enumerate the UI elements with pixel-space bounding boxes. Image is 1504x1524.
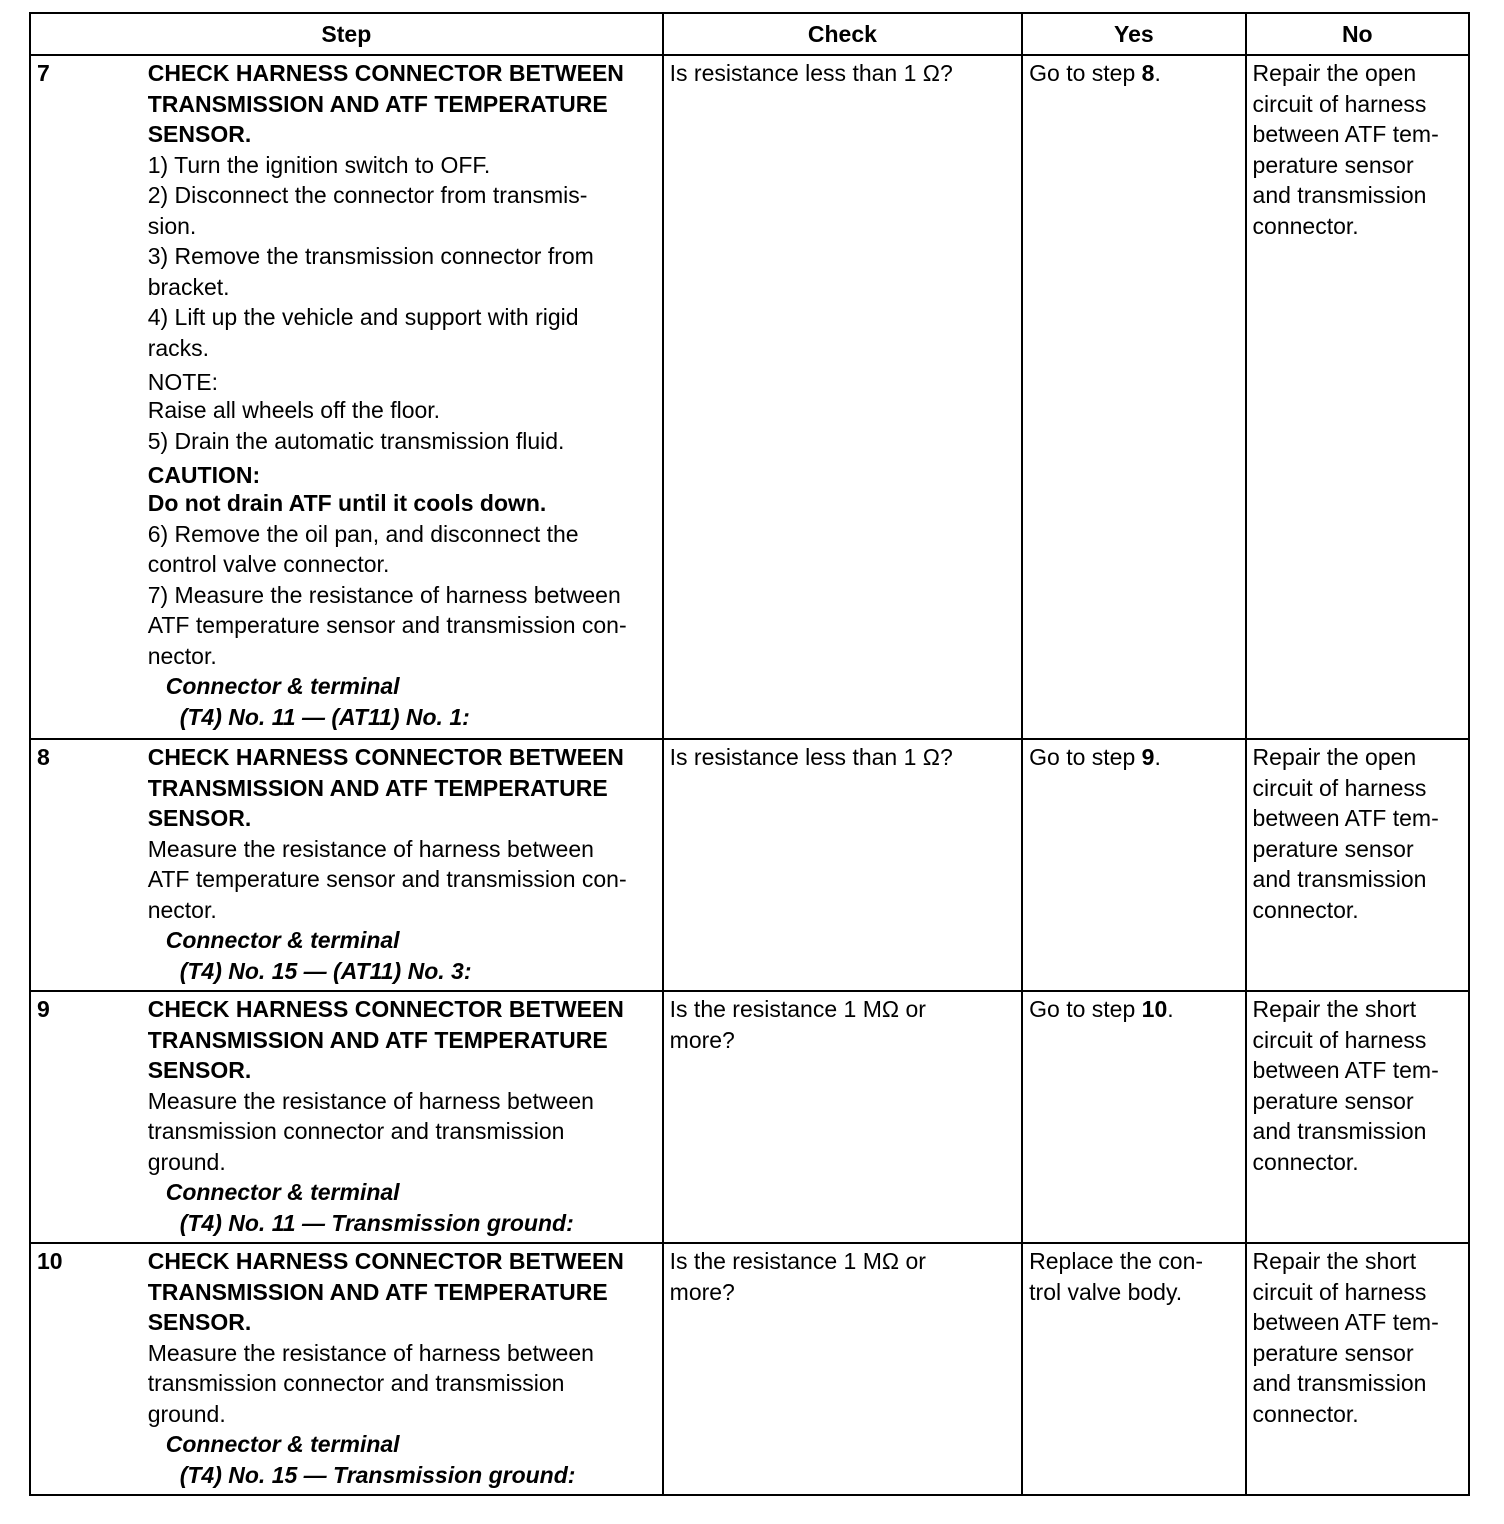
step-heading-line: SENSOR. xyxy=(147,1057,252,1083)
step-instruction-line: Measure the resistance of harness between xyxy=(147,1087,594,1114)
step-instruction-line: transmission connector and transmission xyxy=(147,1370,565,1396)
yes-text: Go to step xyxy=(1029,996,1142,1022)
step-description xyxy=(142,55,663,739)
check-text: more? xyxy=(669,1026,735,1053)
yes-text-line: Replace the con- xyxy=(1029,1248,1204,1274)
yes-cell xyxy=(1022,991,1245,1243)
step-instruction-line: nector. xyxy=(147,896,217,923)
no-text-line: circuit of harness xyxy=(1252,90,1427,117)
connector-terminal-value: (T4) No. 15 — (AT11) No. 3: xyxy=(179,957,472,984)
table-header-row xyxy=(30,13,1469,55)
yes-step-number: 10 xyxy=(1141,996,1168,1022)
no-text-line: perature sensor xyxy=(1252,1339,1414,1366)
no-text-line: connector. xyxy=(1252,896,1359,923)
step-instruction-line: ground. xyxy=(147,1400,226,1427)
check-cell xyxy=(663,1243,1022,1495)
header-yes: Yes xyxy=(1022,13,1245,55)
yes-step-number: 9 xyxy=(1141,744,1155,770)
step-instruction-line: nector. xyxy=(147,642,217,669)
no-cell xyxy=(1246,55,1469,739)
yes-text: Go to step xyxy=(1029,60,1142,86)
no-text-line: and transmission xyxy=(1252,1118,1427,1144)
step-heading-line: SENSOR. xyxy=(147,121,252,147)
note-text: Raise all wheels off the floor. xyxy=(147,397,441,423)
yes-cell xyxy=(1022,739,1245,991)
no-text-line: connector. xyxy=(1252,212,1359,239)
step-instruction-line: transmission connector and transmission xyxy=(147,1118,565,1144)
header-no: No xyxy=(1246,13,1469,55)
connector-terminal-value: (T4) No. 15 — Transmission ground: xyxy=(179,1461,576,1488)
connector-terminal-label: Connector & terminal xyxy=(165,673,400,699)
connector-terminal-label: Connector & terminal xyxy=(165,927,400,953)
step-instruction-line: 1) Turn the ignition switch to OFF. xyxy=(147,151,491,178)
no-text-line: Repair the short xyxy=(1252,1248,1417,1274)
no-text-line: between ATF tem- xyxy=(1252,121,1439,147)
step-instruction-line: ATF temperature sensor and transmission con- xyxy=(147,612,627,638)
yes-text: Go to step xyxy=(1029,744,1142,770)
connector-terminal-value: (T4) No. 11 — Transmission ground: xyxy=(179,1209,574,1236)
step-heading-line: SENSOR. xyxy=(147,805,252,831)
no-text-line: circuit of harness xyxy=(1252,1278,1427,1305)
no-text-line: Repair the open xyxy=(1252,60,1417,86)
no-text-line: perature sensor xyxy=(1252,151,1414,178)
caution-title: CAUTION: xyxy=(147,462,261,488)
diagnosis-table xyxy=(29,12,1470,1496)
step-instruction-line: control valve connector. xyxy=(147,551,390,577)
step-number: 10 xyxy=(30,1243,142,1495)
step-number: 8 xyxy=(30,739,142,991)
step-heading-line: CHECK HARNESS CONNECTOR BETWEEN xyxy=(147,744,624,770)
check-text: Is the resistance 1 MΩ or xyxy=(669,996,926,1022)
check-text: Is the resistance 1 MΩ or xyxy=(669,1248,926,1274)
no-text-line: and transmission xyxy=(1252,1370,1427,1396)
no-text-line: connector. xyxy=(1252,1148,1359,1175)
step-instruction-line: 4) Lift up the vehicle and support with rigid xyxy=(147,304,579,330)
no-text-line: perature sensor xyxy=(1252,1087,1414,1114)
no-text-line: perature sensor xyxy=(1252,835,1414,862)
table-row-step-8 xyxy=(30,739,1469,991)
step-instruction-line: ground. xyxy=(147,1148,226,1175)
header-check: Check xyxy=(663,13,1022,55)
no-text-line: circuit of harness xyxy=(1252,1026,1427,1053)
no-text-line: connector. xyxy=(1252,1400,1359,1427)
table-row-step-9 xyxy=(30,991,1469,1243)
check-text: Is resistance less than 1 Ω? xyxy=(669,60,953,86)
no-cell xyxy=(1246,739,1469,991)
step-description xyxy=(142,739,663,991)
check-cell xyxy=(663,739,1022,991)
no-text-line: and transmission xyxy=(1252,866,1427,892)
no-text-line: Repair the open xyxy=(1252,744,1417,770)
step-heading-line: SENSOR. xyxy=(147,1309,252,1335)
no-text-line: Repair the short xyxy=(1252,996,1417,1022)
step-heading-line: CHECK HARNESS CONNECTOR BETWEEN xyxy=(147,60,624,86)
check-text: Is resistance less than 1 Ω? xyxy=(669,744,953,770)
yes-suffix: . xyxy=(1167,996,1174,1022)
step-instruction-line: ATF temperature sensor and transmission con- xyxy=(147,866,627,892)
no-text-line: circuit of harness xyxy=(1252,774,1427,801)
connector-terminal-label: Connector & terminal xyxy=(165,1179,400,1205)
check-cell xyxy=(663,991,1022,1243)
yes-suffix: . xyxy=(1154,60,1161,86)
step-heading-line: TRANSMISSION AND ATF TEMPERATURE xyxy=(147,1278,608,1305)
step-instruction-line: 7) Measure the resistance of harness between xyxy=(147,581,621,608)
yes-step-number: 8 xyxy=(1141,60,1155,86)
step-instruction-line: sion. xyxy=(147,212,197,239)
step-description xyxy=(142,991,663,1243)
step-instruction-line: 5) Drain the automatic transmission fluid. xyxy=(147,427,565,454)
note-title: NOTE: xyxy=(147,369,218,395)
step-instruction-line: Measure the resistance of harness between xyxy=(147,1339,594,1366)
yes-text-line: trol valve body. xyxy=(1029,1278,1183,1305)
step-instruction-line: 6) Remove the oil pan, and disconnect the xyxy=(147,520,579,547)
no-text-line: and transmission xyxy=(1252,182,1427,208)
step-heading-line: TRANSMISSION AND ATF TEMPERATURE xyxy=(147,1026,608,1053)
header-step: Step xyxy=(30,13,663,55)
no-text-line: between ATF tem- xyxy=(1252,1309,1439,1335)
step-instruction-line: 2) Disconnect the connector from transmis- xyxy=(147,182,588,208)
step-heading-line: TRANSMISSION AND ATF TEMPERATURE xyxy=(147,90,608,117)
check-cell xyxy=(663,55,1022,739)
no-cell xyxy=(1246,1243,1469,1495)
table-row-step-10 xyxy=(30,1243,1469,1495)
check-text: more? xyxy=(669,1278,735,1305)
yes-suffix: . xyxy=(1154,744,1161,770)
yes-cell xyxy=(1022,1243,1245,1495)
step-instruction-line: racks. xyxy=(147,334,210,361)
yes-cell xyxy=(1022,55,1245,739)
step-heading-line: TRANSMISSION AND ATF TEMPERATURE xyxy=(147,774,608,801)
no-cell xyxy=(1246,991,1469,1243)
step-instruction-line: 3) Remove the transmission connector from xyxy=(147,243,594,269)
step-number: 7 xyxy=(30,55,142,739)
table-row-step-7 xyxy=(30,55,1469,739)
step-number: 9 xyxy=(30,991,142,1243)
step-instruction-line: Measure the resistance of harness between xyxy=(147,835,594,862)
step-heading-line: CHECK HARNESS CONNECTOR BETWEEN xyxy=(147,1248,624,1274)
connector-terminal-value: (T4) No. 11 — (AT11) No. 1: xyxy=(179,703,470,730)
no-text-line: between ATF tem- xyxy=(1252,805,1439,831)
no-text-line: between ATF tem- xyxy=(1252,1057,1439,1083)
step-instruction-line: bracket. xyxy=(147,273,230,300)
step-heading-line: CHECK HARNESS CONNECTOR BETWEEN xyxy=(147,996,624,1022)
caution-text: Do not drain ATF until it cools down. xyxy=(147,490,547,516)
step-description xyxy=(142,1243,663,1495)
connector-terminal-label: Connector & terminal xyxy=(165,1431,400,1457)
